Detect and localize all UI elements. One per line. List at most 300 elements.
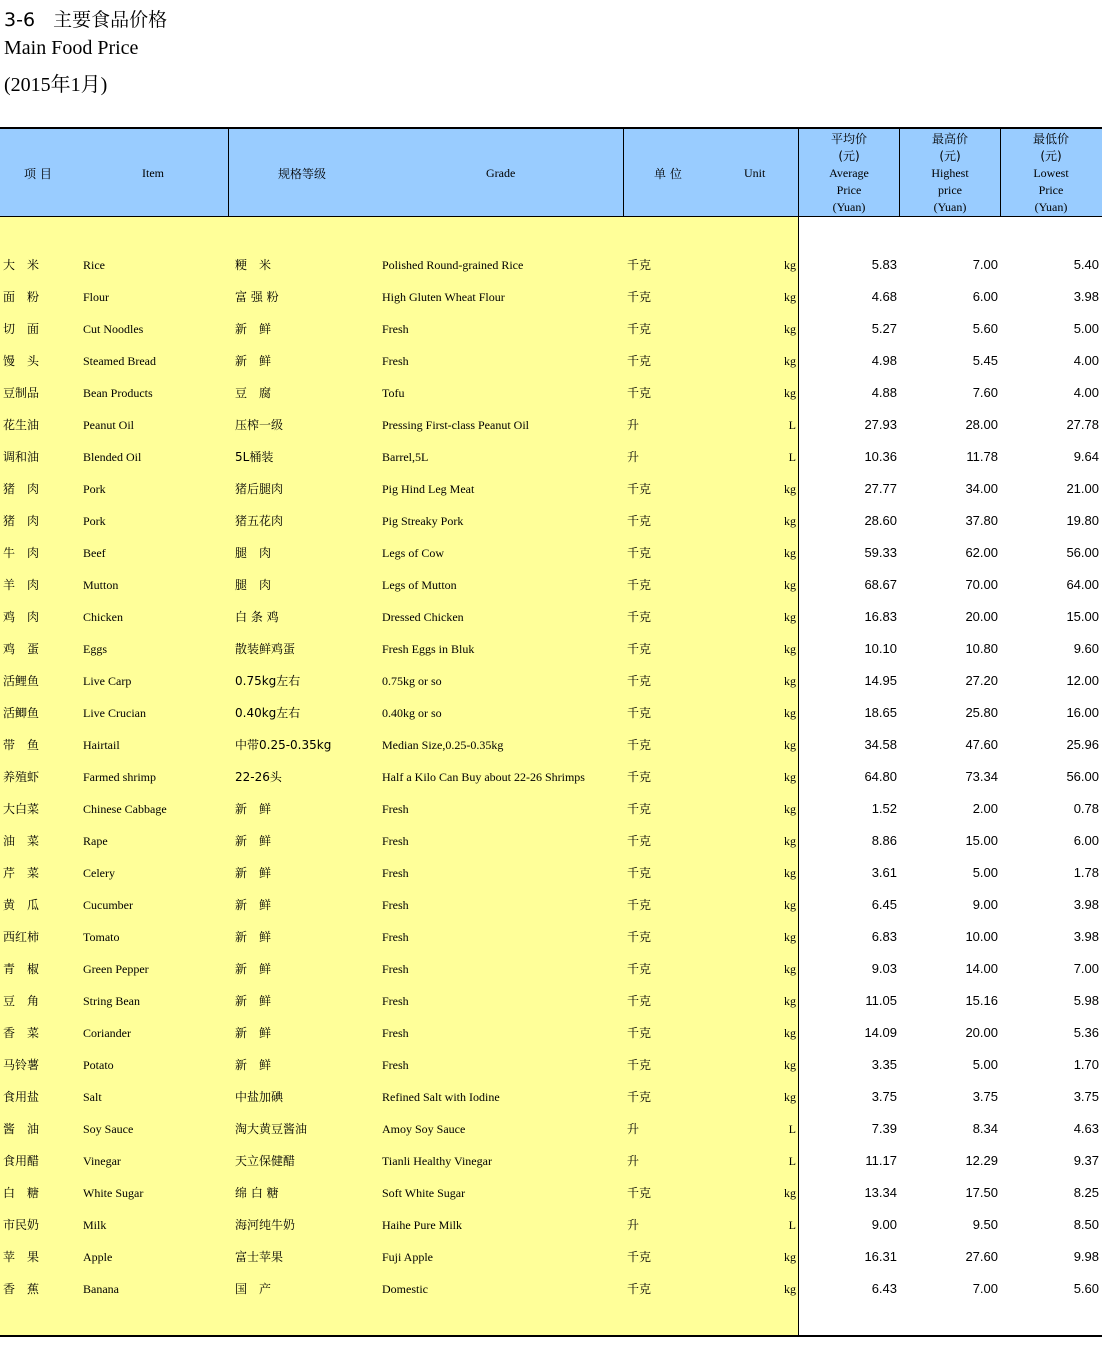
unit-cn-cell: 千克 — [627, 514, 652, 528]
lowest-price-cell: 64.00 — [1066, 577, 1099, 592]
grade-cn-cell: 富 强 粉 — [235, 290, 279, 304]
highest-price-cell: 17.50 — [965, 1185, 998, 1200]
unit-en-cell: kg — [784, 578, 796, 592]
unit-cn-cell: 千克 — [627, 674, 652, 688]
lowest-price-cell: 9.64 — [1073, 449, 1099, 464]
grade-cn-cell: 22-26头 — [235, 770, 282, 784]
lowest-price-cell: 3.98 — [1073, 897, 1099, 912]
highest-price-cell: 15.16 — [965, 993, 998, 1008]
grade-en-cell: Fuji Apple — [382, 1250, 434, 1264]
item-en-cell: Chicken — [83, 610, 123, 624]
grade-en-cell: 0.40kg or so — [382, 706, 442, 720]
header-grade-en: Grade — [486, 166, 516, 180]
item-cn-cell: 养殖虾 — [3, 770, 40, 784]
table-number-title: 3-6 主要食品价格 — [4, 9, 168, 31]
unit-en-cell: kg — [784, 482, 796, 496]
unit-cn-cell: 千克 — [627, 1282, 652, 1296]
unit-en-cell: kg — [784, 1282, 796, 1296]
table-row — [0, 409, 1102, 441]
highest-price-cell: 7.60 — [972, 385, 998, 400]
lowest-price-cell: 6.00 — [1073, 833, 1099, 848]
average-price-cell: 6.83 — [871, 929, 897, 944]
table-row — [0, 793, 1102, 825]
header-item-en: Item — [142, 166, 164, 180]
average-price-cell: 5.83 — [871, 257, 897, 272]
table-row — [0, 985, 1102, 1017]
highest-price-cell: 12.29 — [965, 1153, 998, 1168]
highest-price-cell: 15.00 — [965, 833, 998, 848]
unit-cn-cell: 升 — [627, 418, 640, 432]
average-price-cell: 27.93 — [864, 417, 897, 432]
grade-cn-cell: 豆 腐 — [235, 386, 272, 400]
grade-cn-cell: 新 鲜 — [235, 1058, 272, 1072]
unit-en-cell: kg — [784, 546, 796, 560]
unit-en-cell: kg — [784, 706, 796, 720]
header-divider — [228, 129, 229, 216]
unit-en-cell: kg — [784, 258, 796, 272]
table-row — [0, 569, 1102, 601]
item-en-cell: Mutton — [83, 578, 119, 592]
average-price-cell: 7.39 — [871, 1121, 897, 1136]
grade-en-cell: Legs of Cow — [382, 546, 444, 560]
table-row — [0, 1049, 1102, 1081]
item-cn-cell: 豆 角 — [3, 994, 40, 1008]
header-lowest-cn: 最低价 — [1032, 132, 1069, 146]
average-price-cell: 9.00 — [871, 1217, 897, 1232]
item-cn-cell: 活鲤鱼 — [3, 674, 40, 688]
unit-en-cell: kg — [784, 930, 796, 944]
unit-en-cell: kg — [784, 994, 796, 1008]
lowest-price-cell: 3.98 — [1073, 929, 1099, 944]
grade-en-cell: Fresh — [382, 1058, 409, 1072]
item-en-cell: Banana — [83, 1282, 119, 1296]
lowest-price-cell: 5.40 — [1073, 257, 1099, 272]
grade-cn-cell: 富士苹果 — [235, 1250, 284, 1264]
unit-en-cell: L — [788, 418, 796, 432]
grade-en-cell: Soft White Sugar — [382, 1186, 466, 1200]
grade-cn-cell: 中带0.25-0.35kg — [235, 738, 332, 752]
average-price-cell: 1.52 — [871, 801, 897, 816]
table-row — [0, 313, 1102, 345]
unit-en-cell: kg — [784, 1090, 796, 1104]
lowest-price-cell: 9.60 — [1073, 641, 1099, 656]
unit-en-cell: L — [788, 1122, 796, 1136]
average-price-cell: 13.34 — [864, 1185, 897, 1200]
grade-en-cell: Fresh — [382, 866, 409, 880]
unit-en-cell: kg — [784, 898, 796, 912]
table-row — [0, 281, 1102, 313]
unit-en-cell: kg — [784, 1058, 796, 1072]
unit-en-cell: kg — [784, 1186, 796, 1200]
grade-en-cell: Barrel,5L — [382, 450, 429, 464]
item-en-cell: Flour — [83, 290, 110, 304]
unit-cn-cell: 千克 — [627, 642, 652, 656]
table-row — [0, 441, 1102, 473]
item-cn-cell: 马铃薯 — [3, 1058, 40, 1072]
item-cn-cell: 白 糖 — [3, 1186, 40, 1200]
item-cn-cell: 食用醋 — [3, 1154, 40, 1168]
grade-cn-cell: 腿 肉 — [235, 546, 272, 560]
grade-en-cell: Fresh — [382, 322, 409, 336]
grade-en-cell: 0.75kg or so — [382, 674, 442, 688]
average-price-cell: 5.27 — [871, 321, 897, 336]
unit-cn-cell: 千克 — [627, 1250, 652, 1264]
header-grade-cn: 规格等级 — [278, 167, 327, 181]
highest-price-cell: 28.00 — [965, 417, 998, 432]
table-row — [0, 1209, 1102, 1241]
lowest-price-cell: 12.00 — [1066, 673, 1099, 688]
table-row — [0, 345, 1102, 377]
highest-price-cell: 5.00 — [972, 1057, 998, 1072]
table-row — [0, 1081, 1102, 1113]
grade-cn-cell: 新 鲜 — [235, 866, 272, 880]
item-en-cell: Bean Products — [83, 386, 153, 400]
item-en-cell: Eggs — [83, 642, 107, 656]
table-row — [0, 953, 1102, 985]
item-en-cell: Rape — [83, 834, 108, 848]
unit-en-cell: kg — [784, 354, 796, 368]
item-en-cell: Celery — [83, 866, 115, 880]
grade-en-cell: Pig Streaky Pork — [382, 514, 464, 528]
grade-en-cell: Amoy Soy Sauce — [382, 1122, 466, 1136]
grade-cn-cell: 压榨一级 — [235, 418, 284, 432]
unit-en-cell: kg — [784, 674, 796, 688]
item-en-cell: Cucumber — [83, 898, 133, 912]
item-en-cell: Potato — [83, 1058, 114, 1072]
item-cn-cell: 牛 肉 — [3, 546, 40, 560]
unit-en-cell: kg — [784, 1026, 796, 1040]
average-price-cell: 6.45 — [871, 897, 897, 912]
lowest-price-cell: 0.78 — [1073, 801, 1099, 816]
lowest-price-cell: 3.98 — [1073, 289, 1099, 304]
highest-price-cell: 9.00 — [972, 897, 998, 912]
average-price-cell: 59.33 — [864, 545, 897, 560]
lowest-price-cell: 4.00 — [1073, 385, 1099, 400]
item-en-cell: Live Crucian — [83, 706, 146, 720]
header-lowest-en-2: Price — [1038, 183, 1064, 197]
unit-en-cell: kg — [784, 386, 796, 400]
highest-price-cell: 7.00 — [972, 1281, 998, 1296]
unit-en-cell: kg — [784, 290, 796, 304]
grade-en-cell: Fresh — [382, 994, 409, 1008]
unit-cn-cell: 千克 — [627, 258, 652, 272]
item-en-cell: Peanut Oil — [83, 418, 134, 432]
grade-cn-cell: 新 鲜 — [235, 1026, 272, 1040]
item-cn-cell: 油 菜 — [3, 834, 40, 848]
highest-price-cell: 27.60 — [965, 1249, 998, 1264]
header-lowest-price — [1001, 131, 1101, 216]
item-en-cell: Rice — [83, 258, 105, 272]
table-row — [0, 665, 1102, 697]
unit-en-cell: kg — [784, 322, 796, 336]
highest-price-cell: 5.60 — [972, 321, 998, 336]
table-row — [0, 377, 1102, 409]
item-cn-cell: 食用盐 — [3, 1090, 40, 1104]
item-en-cell: Hairtail — [83, 738, 120, 752]
item-cn-cell: 猪 肉 — [3, 514, 40, 528]
item-cn-cell: 面 粉 — [3, 290, 40, 304]
item-en-cell: String Bean — [83, 994, 140, 1008]
header-lowest-en-1: Lowest — [1033, 166, 1069, 180]
item-cn-cell: 豆制品 — [3, 386, 40, 400]
lowest-price-cell: 7.00 — [1073, 961, 1099, 976]
highest-price-cell: 5.45 — [972, 353, 998, 368]
table-row — [0, 1145, 1102, 1177]
grade-cn-cell: 散装鲜鸡蛋 — [235, 642, 296, 656]
grade-en-cell: Legs of Mutton — [382, 578, 457, 592]
unit-cn-cell: 千克 — [627, 834, 652, 848]
highest-price-cell: 5.00 — [972, 865, 998, 880]
header-lowest-en-3: (Yuan) — [1034, 200, 1068, 214]
header-highest-en-2: price — [938, 183, 962, 197]
item-cn-cell: 馒 头 — [3, 354, 40, 368]
grade-cn-cell: 腿 肉 — [235, 578, 272, 592]
average-price-cell: 11.05 — [865, 993, 897, 1008]
grade-cn-cell: 海河纯牛奶 — [235, 1218, 296, 1232]
average-price-cell: 8.86 — [871, 833, 897, 848]
grade-en-cell: Haihe Pure Milk — [382, 1218, 462, 1232]
header-average-en-3: (Yuan) — [832, 200, 866, 214]
average-price-cell: 68.67 — [864, 577, 897, 592]
average-price-cell: 14.95 — [864, 673, 897, 688]
grade-cn-cell: 5L桶装 — [235, 450, 274, 464]
header-highest-cn: 最高价 — [931, 132, 968, 146]
grade-en-cell: Dressed Chicken — [382, 610, 464, 624]
unit-cn-cell: 千克 — [627, 290, 652, 304]
bottom-rule — [0, 1335, 1102, 1337]
highest-price-cell: 70.00 — [965, 577, 998, 592]
grade-cn-cell: 猪五花肉 — [235, 514, 284, 528]
grade-cn-cell: 0.75kg左右 — [235, 674, 301, 688]
unit-cn-cell: 升 — [627, 1218, 640, 1232]
grade-en-cell: Median Size,0.25-0.35kg — [382, 738, 504, 752]
item-cn-cell: 酱 油 — [3, 1122, 40, 1136]
average-price-cell: 4.98 — [871, 353, 897, 368]
grade-cn-cell: 猪后腿肉 — [235, 482, 284, 496]
header-highest-currency: (元) — [939, 149, 961, 163]
average-price-cell: 28.60 — [864, 513, 897, 528]
highest-price-cell: 8.34 — [972, 1121, 998, 1136]
highest-price-cell: 10.00 — [965, 929, 998, 944]
table-row — [0, 857, 1102, 889]
unit-cn-cell: 千克 — [627, 802, 652, 816]
lowest-price-cell: 9.37 — [1073, 1153, 1099, 1168]
header-unit-cn: 单 位 — [654, 167, 682, 181]
unit-cn-cell: 千克 — [627, 578, 652, 592]
grade-cn-cell: 新 鲜 — [235, 994, 272, 1008]
unit-cn-cell: 千克 — [627, 386, 652, 400]
grade-cn-cell: 新 鲜 — [235, 898, 272, 912]
item-en-cell: Milk — [83, 1218, 107, 1232]
highest-price-cell: 20.00 — [965, 1025, 998, 1040]
grade-en-cell: Refined Salt with Iodine — [382, 1090, 500, 1104]
unit-cn-cell: 升 — [627, 450, 640, 464]
header-unit-en: Unit — [744, 166, 766, 180]
grade-en-cell: Fresh — [382, 1026, 409, 1040]
item-cn-cell: 大白菜 — [3, 802, 40, 816]
unit-cn-cell: 升 — [627, 1154, 640, 1168]
average-price-cell: 3.35 — [871, 1057, 897, 1072]
average-price-cell: 10.36 — [864, 449, 897, 464]
unit-en-cell: kg — [784, 866, 796, 880]
table-row — [0, 1241, 1102, 1273]
header-average-en-2: Price — [836, 183, 862, 197]
grade-en-cell: Tofu — [382, 386, 405, 400]
lowest-price-cell: 4.63 — [1073, 1121, 1099, 1136]
unit-cn-cell: 千克 — [627, 738, 652, 752]
table-row — [0, 601, 1102, 633]
highest-price-cell: 27.20 — [965, 673, 998, 688]
average-price-cell: 6.43 — [871, 1281, 897, 1296]
unit-cn-cell: 千克 — [627, 1026, 652, 1040]
item-cn-cell: 活鲫鱼 — [3, 706, 40, 720]
table-row — [0, 633, 1102, 665]
unit-cn-cell: 千克 — [627, 354, 652, 368]
unit-en-cell: kg — [784, 1250, 796, 1264]
table-row — [0, 1177, 1102, 1209]
grade-cn-cell: 新 鲜 — [235, 962, 272, 976]
item-en-cell: Salt — [83, 1090, 102, 1104]
lowest-price-cell: 16.00 — [1066, 705, 1099, 720]
unit-cn-cell: 千克 — [627, 930, 652, 944]
unit-cn-cell: 千克 — [627, 994, 652, 1008]
unit-en-cell: kg — [784, 962, 796, 976]
item-en-cell: Blended Oil — [83, 450, 142, 464]
unit-en-cell: kg — [784, 514, 796, 528]
item-cn-cell: 带 鱼 — [3, 738, 40, 752]
table-row — [0, 249, 1102, 281]
average-price-cell: 10.10 — [864, 641, 897, 656]
grade-en-cell: Fresh — [382, 834, 409, 848]
item-cn-cell: 市民奶 — [3, 1218, 40, 1232]
header-highest-en-1: Highest — [931, 166, 969, 180]
average-price-cell: 27.77 — [864, 481, 897, 496]
lowest-price-cell: 1.78 — [1073, 865, 1099, 880]
unit-en-cell: L — [788, 1218, 796, 1232]
table-row — [0, 1017, 1102, 1049]
highest-price-cell: 73.34 — [965, 769, 998, 784]
item-en-cell: Soy Sauce — [83, 1122, 134, 1136]
average-price-cell: 64.80 — [864, 769, 897, 784]
highest-price-cell: 37.80 — [965, 513, 998, 528]
unit-cn-cell: 千克 — [627, 610, 652, 624]
top-rule — [0, 127, 1102, 129]
lowest-price-cell: 56.00 — [1066, 769, 1099, 784]
table-date: (2015年1月) — [4, 74, 108, 96]
lowest-price-cell: 27.78 — [1066, 417, 1099, 432]
unit-en-cell: kg — [784, 738, 796, 752]
grade-en-cell: Fresh — [382, 930, 409, 944]
grade-cn-cell: 新 鲜 — [235, 322, 272, 336]
average-price-cell: 34.58 — [864, 737, 897, 752]
highest-price-cell: 7.00 — [972, 257, 998, 272]
lowest-price-cell: 15.00 — [1066, 609, 1099, 624]
table-row — [0, 921, 1102, 953]
item-en-cell: Green Pepper — [83, 962, 149, 976]
item-cn-cell: 羊 肉 — [3, 578, 40, 592]
item-cn-cell: 切 面 — [3, 322, 40, 336]
item-en-cell: Beef — [83, 546, 106, 560]
unit-en-cell: kg — [784, 770, 796, 784]
average-price-cell: 4.88 — [871, 385, 897, 400]
table-row — [0, 473, 1102, 505]
header-highest-price — [900, 131, 1000, 216]
table-row — [0, 889, 1102, 921]
highest-price-cell: 11.78 — [966, 449, 998, 464]
grade-cn-cell: 新 鲜 — [235, 834, 272, 848]
grade-cn-cell: 新 鲜 — [235, 354, 272, 368]
header-rule — [0, 216, 1102, 217]
unit-cn-cell: 千克 — [627, 898, 652, 912]
highest-price-cell: 6.00 — [972, 289, 998, 304]
unit-en-cell: kg — [784, 610, 796, 624]
unit-en-cell: kg — [784, 642, 796, 656]
grade-en-cell: Fresh — [382, 962, 409, 976]
header-lowest-currency: (元) — [1040, 149, 1062, 163]
item-cn-cell: 大 米 — [3, 258, 40, 272]
grade-en-cell: Fresh — [382, 802, 409, 816]
grade-en-cell: Half a Kilo Can Buy about 22-26 Shrimps — [382, 770, 585, 784]
grade-cn-cell: 新 鲜 — [235, 930, 272, 944]
lowest-price-cell: 25.96 — [1066, 737, 1099, 752]
unit-en-cell: kg — [784, 834, 796, 848]
item-cn-cell: 黄 瓜 — [3, 898, 40, 912]
table-row — [0, 761, 1102, 793]
highest-price-cell: 20.00 — [965, 609, 998, 624]
average-price-cell: 9.03 — [871, 961, 897, 976]
table-row — [0, 697, 1102, 729]
header-item-cn: 项 目 — [24, 167, 52, 181]
table-row — [0, 537, 1102, 569]
grade-cn-cell: 国 产 — [235, 1282, 272, 1296]
grade-en-cell: High Gluten Wheat Flour — [382, 290, 505, 304]
item-cn-cell: 香 菜 — [3, 1026, 40, 1040]
grade-en-cell: Tianli Healthy Vinegar — [382, 1154, 492, 1168]
highest-price-cell: 25.80 — [965, 705, 998, 720]
table-row — [0, 1113, 1102, 1145]
average-price-cell: 18.65 — [864, 705, 897, 720]
unit-cn-cell: 千克 — [627, 706, 652, 720]
table-row — [0, 505, 1102, 537]
item-en-cell: Pork — [83, 482, 106, 496]
item-cn-cell: 花生油 — [3, 418, 40, 432]
unit-en-cell: kg — [784, 802, 796, 816]
grade-cn-cell: 新 鲜 — [235, 802, 272, 816]
item-cn-cell: 鸡 蛋 — [3, 642, 40, 656]
unit-en-cell: L — [788, 1154, 796, 1168]
highest-price-cell: 47.60 — [965, 737, 998, 752]
grade-en-cell: Fresh Eggs in Bluk — [382, 642, 475, 656]
item-cn-cell: 苹 果 — [3, 1250, 40, 1264]
grade-en-cell: Fresh — [382, 898, 409, 912]
header-average-price — [799, 131, 899, 216]
lowest-price-cell: 19.80 — [1066, 513, 1099, 528]
lowest-price-cell: 1.70 — [1073, 1057, 1099, 1072]
item-cn-cell: 猪 肉 — [3, 482, 40, 496]
highest-price-cell: 34.00 — [965, 481, 998, 496]
average-price-cell: 3.61 — [871, 865, 897, 880]
highest-price-cell: 9.50 — [972, 1217, 998, 1232]
item-en-cell: Pork — [83, 514, 106, 528]
header-highest-en-3: (Yuan) — [933, 200, 967, 214]
item-cn-cell: 西红柿 — [3, 930, 40, 944]
lowest-price-cell: 8.50 — [1073, 1217, 1099, 1232]
highest-price-cell: 14.00 — [965, 961, 998, 976]
grade-cn-cell: 白 条 鸡 — [235, 610, 279, 624]
item-en-cell: Chinese Cabbage — [83, 802, 167, 816]
grade-cn-cell: 天立保健醋 — [235, 1154, 296, 1168]
unit-cn-cell: 升 — [627, 1122, 640, 1136]
